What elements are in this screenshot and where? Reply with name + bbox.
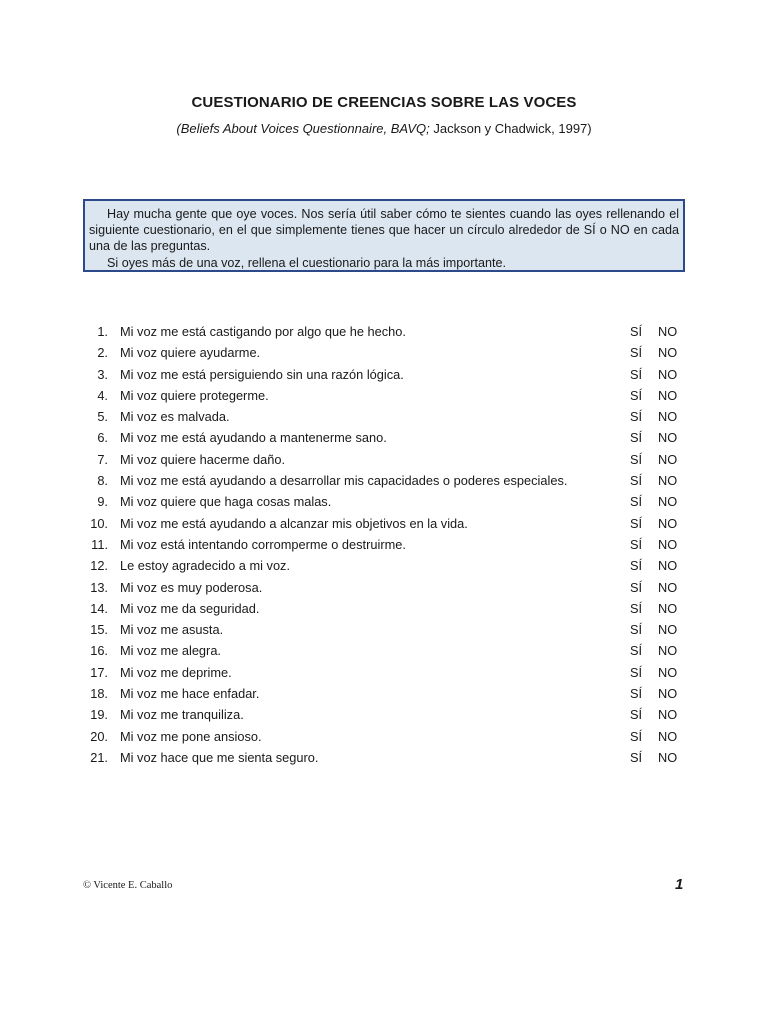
answer-no[interactable]: NO — [658, 622, 678, 638]
question-item — [0, 598, 768, 619]
answer-no[interactable]: NO — [658, 558, 678, 574]
answer-no[interactable]: NO — [658, 430, 678, 446]
question-text: Mi voz me está persiguiendo sin una razón lógica. — [120, 366, 404, 382]
question-list — [0, 321, 768, 768]
question-item — [0, 726, 768, 747]
answer-yes[interactable]: SÍ — [630, 600, 643, 616]
answer-yes[interactable]: SÍ — [630, 515, 643, 531]
question-item — [0, 364, 768, 385]
answer-no[interactable]: NO — [658, 409, 678, 425]
question-text: Mi voz es muy poderosa. — [120, 579, 263, 595]
question-number: 18. — [90, 686, 108, 702]
answer-no[interactable]: NO — [658, 579, 678, 595]
answer-yes[interactable]: SÍ — [630, 622, 643, 638]
answer-no[interactable]: NO — [658, 686, 678, 702]
subtitle-italic: (Beliefs About Voices Questionnaire, BAVQ; — [176, 121, 430, 136]
question-number: 16. — [90, 643, 108, 659]
question-item — [0, 555, 768, 576]
question-text: Mi voz me pone ansioso. — [120, 728, 262, 744]
answer-no[interactable]: NO — [658, 664, 678, 680]
answer-yes[interactable]: SÍ — [630, 409, 643, 425]
question-item — [0, 427, 768, 448]
answer-no[interactable]: NO — [658, 324, 678, 339]
question-number: 20. — [90, 728, 108, 744]
question-text: Mi voz quiere hacerme daño. — [120, 451, 286, 467]
question-item — [0, 449, 768, 470]
answer-yes[interactable]: SÍ — [630, 579, 643, 595]
question-item — [0, 683, 768, 704]
copyright-notice: © Vicente E. Caballo — [83, 880, 173, 891]
subtitle-citation: Jackson y Chadwick, 1997) — [429, 121, 592, 136]
question-item — [0, 513, 768, 534]
question-text: Mi voz me hace enfadar. — [120, 686, 260, 702]
question-text: Mi voz me da seguridad. — [120, 600, 260, 616]
answer-no[interactable]: NO — [658, 600, 678, 616]
answer-no[interactable]: NO — [658, 643, 678, 659]
question-item — [0, 662, 768, 683]
question-item — [0, 747, 768, 768]
question-text: Le estoy agradecido a mi voz. — [120, 558, 291, 574]
question-number: 21. — [90, 749, 108, 765]
answer-no[interactable]: NO — [658, 345, 678, 361]
question-text: Mi voz me tranquiliza. — [120, 707, 244, 723]
answer-yes[interactable]: SÍ — [630, 558, 643, 574]
instructions-paragraph-1: Hay mucha gente que oye voces. Nos sería útil saber cómo te sientes cuando las oyes rellenando el siguiente cuestionario, en el que simplemente tienes que hacer un círculo alrededor de SÍ o NO en cada una de las preguntas. — [89, 207, 679, 254]
answer-no[interactable]: NO — [658, 366, 678, 382]
answer-no[interactable]: NO — [658, 728, 678, 744]
answer-no[interactable]: NO — [658, 451, 678, 467]
question-text: Mi voz me está ayudando a mantenerme sano. — [120, 430, 387, 446]
question-item — [0, 470, 768, 491]
question-number: 10. — [90, 515, 108, 531]
answer-no[interactable]: NO — [658, 707, 678, 723]
answer-yes[interactable]: SÍ — [630, 387, 643, 403]
answer-yes[interactable]: SÍ — [630, 643, 643, 659]
question-item — [0, 491, 768, 512]
question-text: Mi voz está intentando corromperme o destruirme. — [120, 536, 406, 552]
question-text: Mi voz me está ayudando a desarrollar mis capacidades o poderes especiales. — [120, 473, 568, 489]
question-item — [0, 640, 768, 661]
answer-no[interactable]: NO — [658, 515, 678, 531]
answer-yes[interactable]: SÍ — [630, 430, 643, 446]
question-item — [0, 342, 768, 363]
question-number: 9. — [97, 494, 108, 510]
question-item — [0, 385, 768, 406]
question-number: 15. — [90, 622, 108, 638]
question-number: 6. — [97, 430, 108, 446]
answer-no[interactable]: NO — [658, 494, 678, 510]
question-item — [0, 534, 768, 555]
question-number: 14. — [90, 600, 108, 616]
question-item — [0, 704, 768, 725]
question-number: 17. — [90, 664, 108, 680]
question-number: 19. — [90, 707, 108, 723]
question-item — [0, 619, 768, 640]
question-text: Mi voz me asusta. — [120, 622, 224, 638]
question-text: Mi voz me está ayudando a alcanzar mis objetivos en la vida. — [120, 515, 468, 531]
question-item — [0, 321, 768, 342]
question-text: Mi voz es malvada. — [120, 409, 230, 425]
answer-no[interactable]: NO — [658, 387, 678, 403]
answer-no[interactable]: NO — [658, 749, 678, 765]
question-number: 8. — [97, 473, 108, 489]
question-text: Mi voz hace que me sienta seguro. — [120, 749, 319, 765]
question-number: 2. — [97, 345, 108, 361]
question-text: Mi voz me está castigando por algo que he hecho. — [120, 324, 406, 339]
answer-yes[interactable]: SÍ — [630, 324, 643, 339]
question-number: 12. — [90, 558, 108, 574]
question-item — [0, 406, 768, 427]
answer-yes[interactable]: SÍ — [630, 728, 643, 744]
answer-yes[interactable]: SÍ — [630, 686, 643, 702]
instructions-box — [83, 199, 685, 272]
answer-yes[interactable]: SÍ — [630, 473, 643, 489]
question-item — [0, 577, 768, 598]
answer-yes[interactable]: SÍ — [630, 494, 643, 510]
question-text: Mi voz quiere ayudarme. — [120, 345, 261, 361]
answer-yes[interactable]: SÍ — [630, 749, 643, 765]
page-title: CUESTIONARIO DE CREENCIAS SOBRE LAS VOCES — [191, 94, 577, 111]
page-number: 1 — [675, 876, 684, 893]
answer-yes[interactable]: SÍ — [630, 664, 643, 680]
question-number: 13. — [90, 579, 108, 595]
subtitle — [0, 121, 768, 136]
answer-yes[interactable]: SÍ — [630, 451, 643, 467]
answer-no[interactable]: NO — [658, 473, 678, 489]
question-number: 1. — [97, 324, 108, 339]
question-number: 7. — [97, 451, 108, 467]
answer-yes[interactable]: SÍ — [630, 536, 643, 552]
question-text: Mi voz quiere protegerme. — [120, 387, 269, 403]
question-text: Mi voz me alegra. — [120, 643, 221, 659]
answer-yes[interactable]: SÍ — [630, 345, 643, 361]
answer-yes[interactable]: SÍ — [630, 366, 643, 382]
answer-no[interactable]: NO — [658, 536, 678, 552]
question-number: 11. — [91, 536, 108, 552]
instructions-paragraph-2: Si oyes más de una voz, rellena el cuestionario para la más importante. — [107, 255, 507, 270]
question-text: Mi voz quiere que haga cosas malas. — [120, 494, 332, 510]
question-number: 5. — [97, 409, 108, 425]
question-text: Mi voz me deprime. — [120, 664, 232, 680]
answer-yes[interactable]: SÍ — [630, 707, 643, 723]
question-number: 4. — [97, 387, 108, 403]
question-number: 3. — [97, 366, 108, 382]
